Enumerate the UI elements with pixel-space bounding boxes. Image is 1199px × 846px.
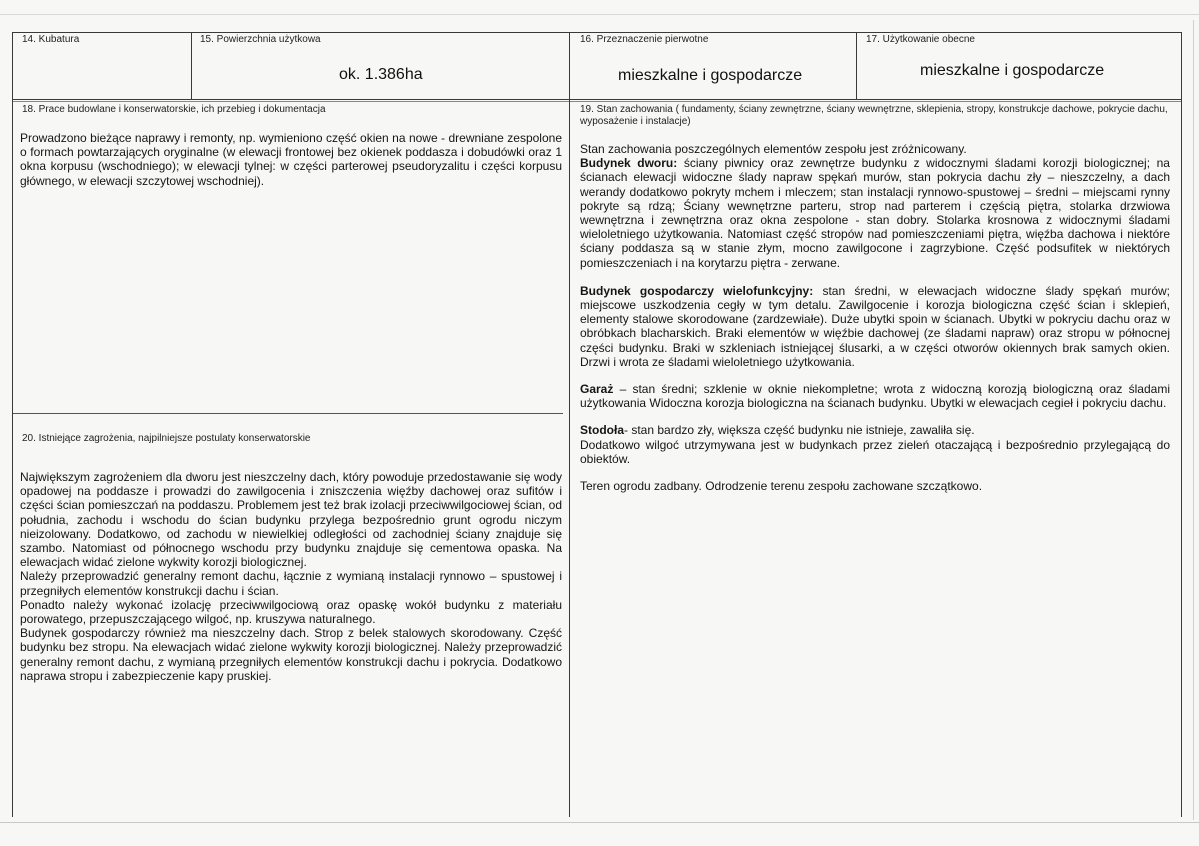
field-20-p3: Ponadto należy wykonać izolację przeciwwilgociową oraz opaskę wokół budynku z materiału porowatego, przepuszczającego wilgoć, np. kruszywa naturalnego. bbox=[20, 597, 562, 627]
dwor-text: ściany piwnicy oraz zewnętrze budynku z widocznymi śladami korozji biologicznej; na ścianach elewacji widoczne ślady napraw spękań murów, stan pokrycia dachu zły – nieszczelny, a dach werandy dodatkowo pokryty mchem i mleczem; stan instalacji rynnowo-spustowej – średni – miejscami rynny pokryte są rdzą; Ściany wewnętrzne parteru, strop nad parterem i częścią piętra, stolarka drzwiowa wewnętrzna i zewnętrzna oraz okna zespolone - stan dobry. Stolarka krosnowa z widocznymi śladami wieloletniego użytkowania. Natomiast część stropów nad pomieszczeniami piętra, więźba dachowa i niektóre ściany poddasza są w stanie złym, mocno zawilgocone i zagrzybione. Część podsufitek w niektórych pomieszczeniach i na korytarzu piętra - zerwane. bbox=[580, 156, 1170, 270]
field-19-garaz bbox=[580, 382, 1170, 410]
field-20-p2: Należy przeprowadzić generalny remont dachu, łącznie z wymianą instalacji rynnowo – spustowej i przegniłych elementów konstrukcji dachu i ścian. bbox=[20, 569, 562, 598]
field-17-label: 17. Użytkowanie obecne bbox=[866, 34, 975, 45]
field-15-value: ok. 1.386ha bbox=[339, 66, 423, 83]
field-19-text bbox=[580, 142, 1170, 493]
field-14-label: 14. Kubatura bbox=[22, 34, 80, 45]
grid-line-col3 bbox=[856, 32, 857, 100]
gosp-heading: Budynek gospodarczy wielofunkcyjny: bbox=[580, 283, 814, 298]
grid-line-middle bbox=[569, 32, 570, 817]
field-20-text bbox=[20, 470, 562, 683]
grid-line-top bbox=[12, 32, 1181, 33]
field-19-teren: Teren ogrodu zadbany. Odrodzenie terenu zespołu zachowane szczątkowo. bbox=[580, 479, 983, 494]
field-19-intro: Stan zachowania poszczególnych elementów zespołu jest zróżnicowany. bbox=[580, 142, 967, 156]
scan-artifact-top bbox=[0, 14, 1199, 15]
field-17-value: mieszkalne i gospodarcze bbox=[920, 62, 1105, 79]
grid-line-left-split bbox=[12, 413, 563, 414]
field-19-wilgoc: Dodatkowo wilgoć utrzymywana jest w budynkach przez zieleń otaczającą i bezpośrednio przylegającą do obiektów. bbox=[580, 437, 1170, 466]
scan-artifact-right bbox=[1193, 20, 1194, 820]
field-15-label: 15. Powierzchnia użytkowa bbox=[200, 34, 321, 45]
garaz-text: – stan średni; szklenie w oknie niekompletne; wrota z widoczną korozją biologiczną oraz śladami użytkowania Widoczna korozja biologiczna na ścianach budynku. Ubytki w elewacjach cegieł i pokryciu dachu. bbox=[580, 382, 1170, 411]
field-20-p1: Największym zagrożeniem dla dworu jest nieszczelny dach, który powoduje przedostawanie się wody opadowej na poddasze i prowadzi do zawilgocenia i zniszczenia więźby dachowej oraz sufitów i części ścian pomieszczań na poddaszu. Problemem jest też brak izolacji przeciwwilgociowej ścian, od południa, zachodu i wschodu do ścian budynku przylega bezpośrednio grunt ogrodu niczym nieizolowany. Dodatkowo, od zachodu w niewielkiej odległości od zachodniej ściany znajduje się szambo. Natomiast od północnego wschodu przy budynku znajduje się cementowa opaska. Na elewacjach widać zielone wykwity korozji biologicznej. bbox=[20, 470, 562, 570]
field-16-label: 16. Przeznaczenie pierwotne bbox=[580, 34, 709, 45]
grid-line-row1b bbox=[12, 101, 1181, 102]
grid-line-row1 bbox=[12, 99, 1181, 100]
field-19-stodola bbox=[580, 423, 1170, 437]
field-18-text bbox=[20, 131, 562, 188]
field-19-label: 19. Stan zachowania ( fundamenty, ściany zewnętrzne, ściany wewnętrzne, sklepienia, stropy, konstrukcje dachowe, pokrycie dachu, wyposażenie i instalacje) bbox=[580, 104, 1168, 127]
field-20-p4: Budynek gospodarczy również ma nieszczelny dach. Strop z belek stalowych skorodowany. Część budynku bez stropu. Na elewacjach widać zielone wykwity korozji biologicznej. Należy przeprowadzić generalny remont dachu, z wymianą przegniłych elementów konstrukcji dachu i pokrycia. Dodatkowo naprawa stropu i zabezpieczenie kapy pruskiej. bbox=[20, 626, 562, 683]
field-16-value: mieszkalne i gospodarcze bbox=[618, 67, 803, 84]
grid-line-right-edge bbox=[1181, 32, 1182, 817]
field-18-paragraph: Prowadzono bieżące naprawy i remonty, np. wymieniono część okien na nowe - drewniane zespolone o formach powtarzających oryginalne (w elewacji frontowej bez okienek poddasza i dobudówki oraz 1 okna korpusu (wschodniego); w elewacji tylnej: w części parterowej pseudoryzalitu i części korpusu głównego, w elewacji szczytowej wschodniej). bbox=[20, 131, 562, 188]
stodola-text: - stan bardzo zły, większa część budynku nie istnieje, zawaliła się. bbox=[624, 423, 975, 438]
grid-line-left-edge bbox=[12, 32, 13, 817]
gosp-text: stan średni, w elewacjach widoczne ślady spękań murów; miejscowe uszkodzenia cegły w tym detalu. Zawilgocenie i korozja biologiczna część ścian i sklepień, elementy stalowe skorodowane (zardzewiałe). Duże ubytki spoin w ścianach. Ubytki w pokryciu dachu oraz w obróbkach blacharskich. Braki elementów w więźbie dachowej (ze śladami napraw) oraz stropu w północnej części budynku. Braki w szkleniach istniejącej ślusarki, a w części otworów okiennych brak samych okien. Drzwi i wrota ze śladami wieloletniego użytkowania. bbox=[580, 283, 1170, 369]
field-19-gosp bbox=[580, 284, 1170, 369]
garaz-heading: Garaż bbox=[580, 382, 614, 397]
field-18-label: 18. Prace budowlane i konserwatorskie, ich przebieg i dokumentacja bbox=[22, 104, 326, 115]
field-20-label: 20. Istniejące zagrożenia, najpilniejsze postulaty konserwatorskie bbox=[22, 433, 311, 444]
stodola-heading: Stodoła bbox=[580, 423, 624, 438]
dwor-heading: Budynek dworu: bbox=[580, 156, 678, 171]
scan-artifact-bottom bbox=[0, 822, 1199, 823]
grid-line-col1 bbox=[191, 32, 192, 100]
field-19-dwor bbox=[580, 156, 1170, 270]
